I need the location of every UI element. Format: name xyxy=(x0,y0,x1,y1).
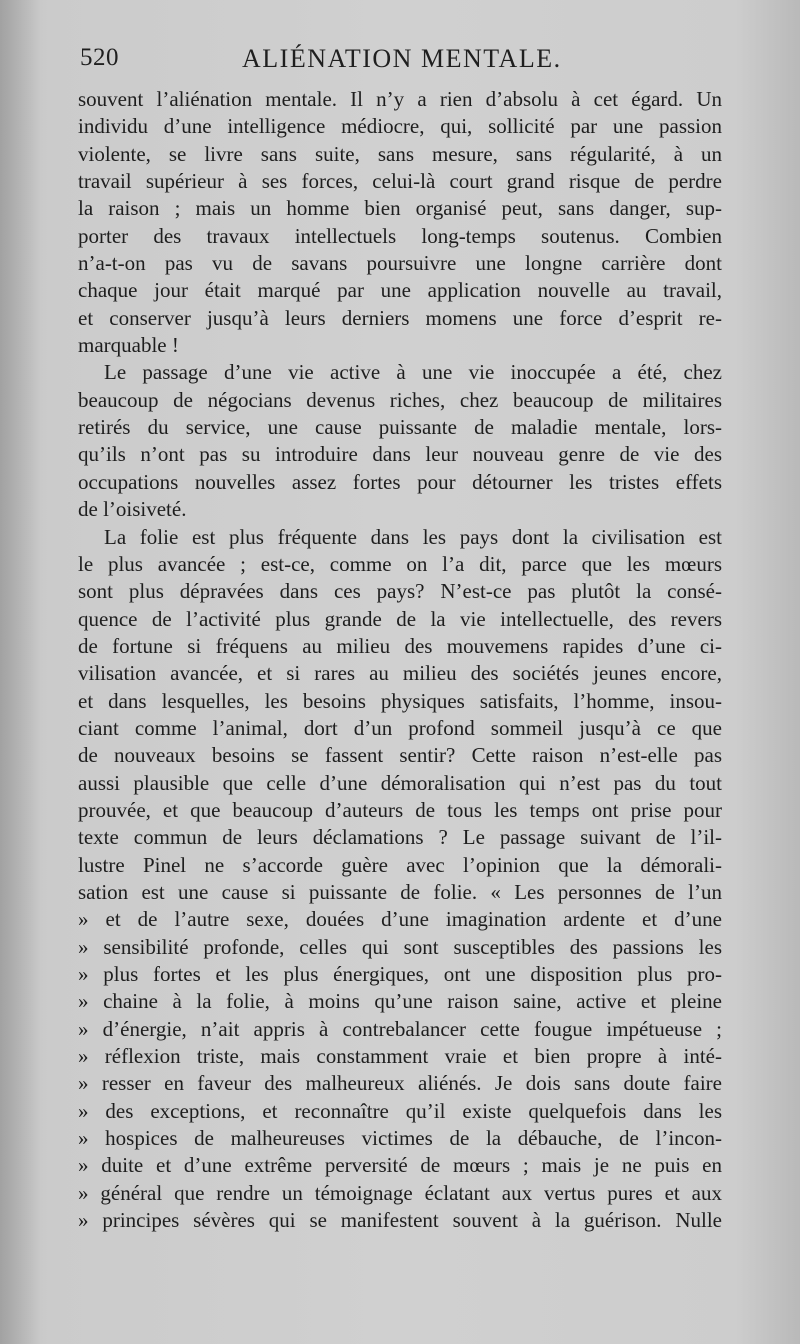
text-line: prouvée, et que beaucoup d’auteurs de tous les temps ont prise pour xyxy=(78,797,722,822)
text-line: » des exceptions, et reconnaître qu’il existe quelquefois dans les xyxy=(78,1098,722,1123)
page-number: 520 xyxy=(80,44,119,71)
text-line: et dans lesquelles, les besoins physiques satisfaits, l’homme, insou- xyxy=(78,688,722,713)
text-line: souvent l’aliénation mentale. Il n’y a rien d’absolu à cet égard. Un xyxy=(78,87,722,111)
text-line: lustre Pinel ne s’accorde guère avec l’opinion que la démorali- xyxy=(78,852,722,877)
text-line: sont plus dépravées dans ces pays? N’est-ce pas plutôt la consé- xyxy=(78,579,722,604)
text-line: La folie est plus fréquente dans les pays dont la civilisation est xyxy=(104,524,722,549)
text-line: le plus avancée ; est-ce, comme on l’a dit, parce que les mœurs xyxy=(78,551,722,576)
running-head xyxy=(80,44,722,80)
text-line: retirés du service, une cause puissante de maladie mentale, lors- xyxy=(78,415,722,440)
text-line: » hospices de malheureuses victimes de la débauche, de l’incon- xyxy=(78,1126,722,1151)
text-line: chaque jour était marqué par une application nouvelle au travail, xyxy=(78,278,722,303)
text-line: et conserver jusqu’à leurs derniers momens une force d’esprit re- xyxy=(78,305,722,330)
text-line: » duite et d’une extrême perversité de mœurs ; mais je ne puis en xyxy=(78,1153,722,1178)
text-line: » principes sévères qui se manifestent souvent à la guérison. Nulle xyxy=(78,1208,722,1233)
text-line: » resser en faveur des malheureux aliénés. Je dois sans doute faire xyxy=(78,1071,722,1096)
text-line: » général que rendre un témoignage éclatant aux vertus pures et aux xyxy=(78,1180,722,1205)
text-line: » réflexion triste, mais constamment vraie et bien propre à inté- xyxy=(78,1044,722,1069)
text-line: violente, se livre sans suite, sans mesure, sans régularité, à un xyxy=(78,141,722,166)
text-line: la raison ; mais un homme bien organisé peut, sans danger, sup- xyxy=(78,196,722,221)
text-line: de l’oisiveté. xyxy=(78,497,187,522)
text-line: ciant comme l’animal, dort d’un profond sommeil jusqu’à ce que xyxy=(78,715,722,740)
text-line: occupations nouvelles assez fortes pour détourner les tristes effets xyxy=(78,469,722,494)
text-line: Le passage d’une vie active à une vie inoccupée a été, chez xyxy=(104,360,722,385)
text-line: n’a-t-on pas vu de savans poursuivre une longne carrière dont xyxy=(78,251,722,276)
text-line: sation est une cause si puissante de folie. « Les personnes de l’un xyxy=(78,879,722,904)
text-line: de fortune si fréquens au milieu des mouvemens rapides d’une ci- xyxy=(78,633,722,658)
text-line: » plus fortes et les plus énergiques, ont une disposition plus pro- xyxy=(78,962,722,986)
body-text xyxy=(78,86,722,1234)
text-line: aussi plausible que celle d’une démoralisation qui n’est pas du tout xyxy=(78,770,722,795)
text-line: de nouveaux besoins se fassent sentir? Cette raison n’est-elle pas xyxy=(78,743,722,768)
text-line: travail supérieur à ses forces, celui-là court grand risque de perdre xyxy=(78,169,722,194)
text-line: texte commun de leurs déclamations ? Le passage suivant de l’il- xyxy=(78,825,722,850)
text-line: » et de l’autre sexe, douées d’une imagination ardente et d’une xyxy=(78,907,722,932)
text-line: qu’ils n’ont pas su introduire dans leur nouveau genre de vie des xyxy=(78,442,722,467)
gutter-shadow xyxy=(0,0,40,1344)
running-title: ALIÉNATION MENTALE. xyxy=(242,44,562,73)
text-line: beaucoup de négocians devenus riches, chez beaucoup de militaires xyxy=(78,387,722,412)
text-line: porter des travaux intellectuels long-temps soutenus. Combien xyxy=(78,223,722,248)
text-line: quence de l’activité plus grande de la vie intellectuelle, des revers xyxy=(78,606,722,631)
text-line: marquable ! xyxy=(78,333,179,358)
text-line: individu d’une intelligence médiocre, qui, sollicité par une passion xyxy=(78,114,722,139)
text-line: » chaine à la folie, à moins qu’une raison saine, active et pleine xyxy=(78,989,722,1014)
text-line: » d’énergie, n’ait appris à contrebalancer cette fougue impétueuse ; xyxy=(78,1016,722,1041)
text-line: vilisation avancée, et si rares au milieu des sociétés jeunes encore, xyxy=(78,661,722,686)
text-line: » sensibilité profonde, celles qui sont susceptibles des passions les xyxy=(78,934,722,959)
